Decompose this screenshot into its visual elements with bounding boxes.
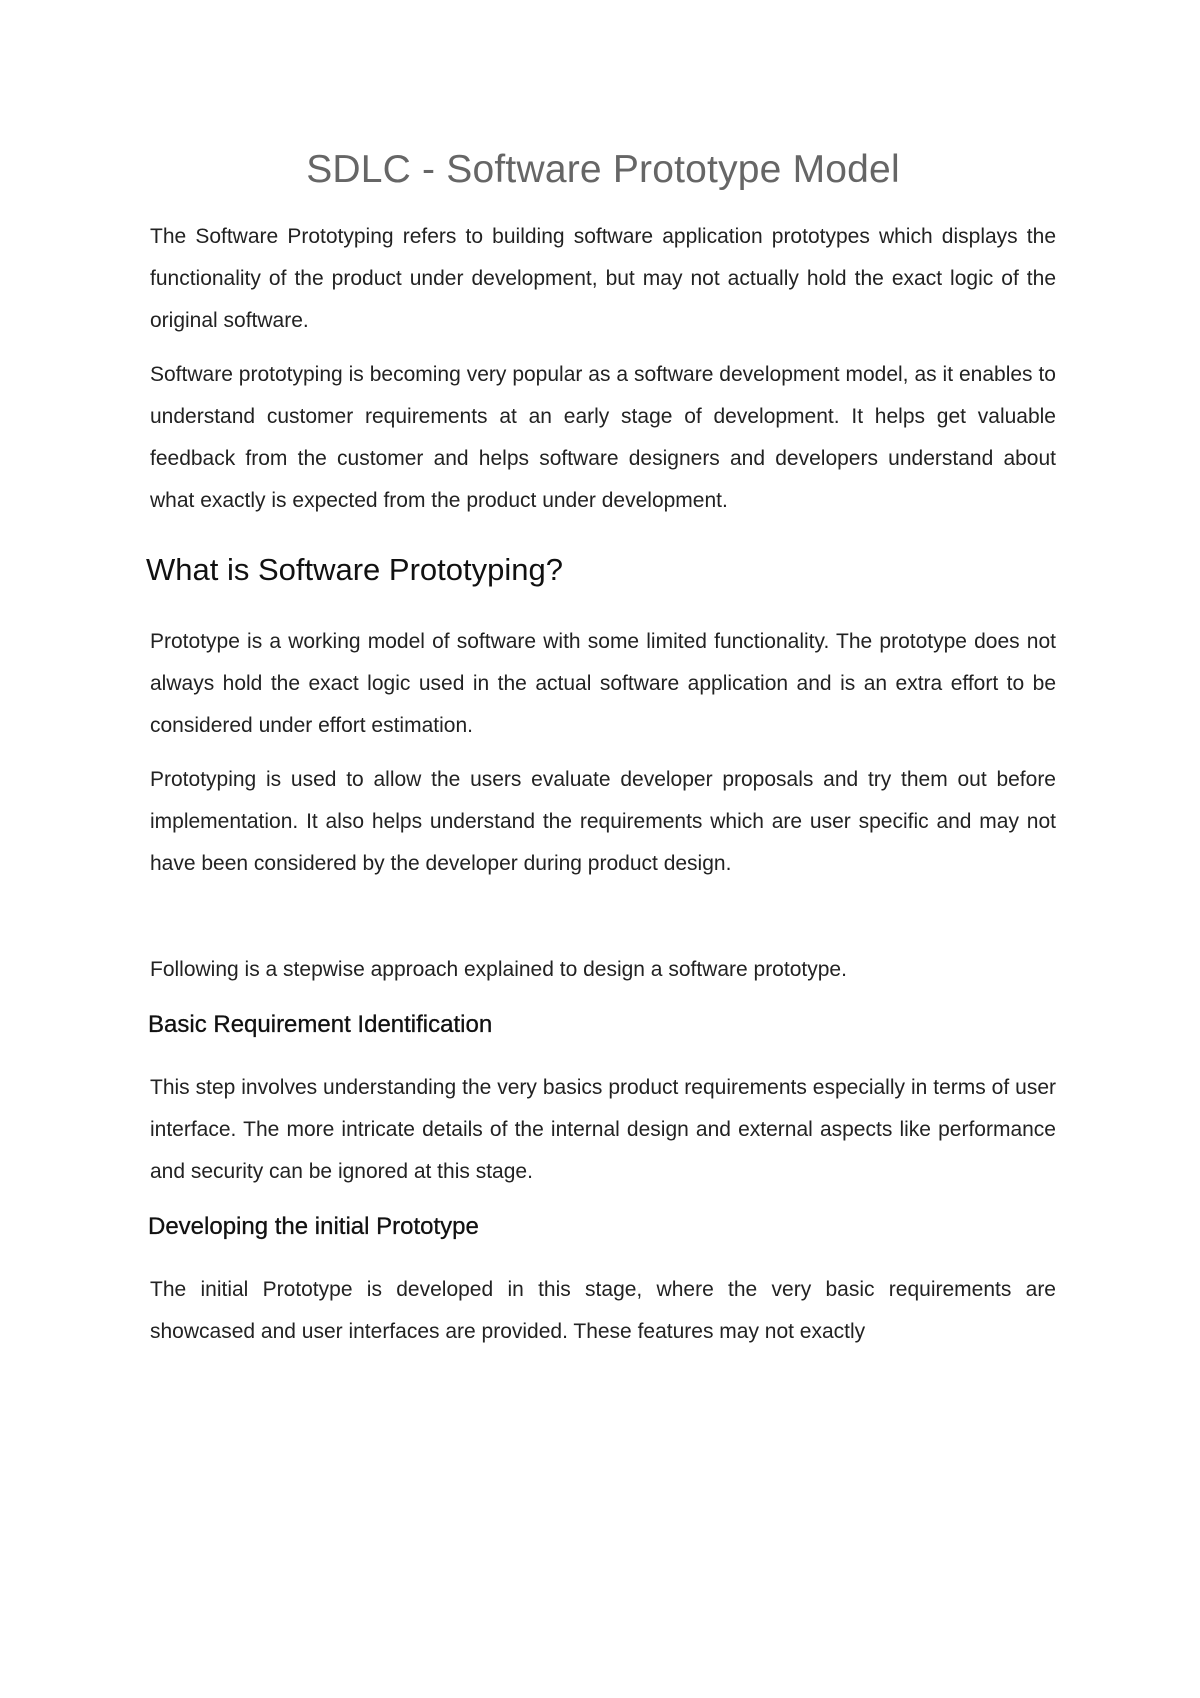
- what-paragraph-3: Following is a stepwise approach explained to design a software prototype.: [150, 958, 847, 981]
- intro-paragraph-1: The Software Prototyping refers to building software application prototypes which displays the functionality of the product under development, but may not actually hold the exact logic of the original software.: [150, 225, 1056, 332]
- step-heading-basic-requirement: Basic Requirement Identification: [148, 1011, 493, 1038]
- what-paragraph-2: Prototyping is used to allow the users evaluate developer proposals and try them out before implementation. It also helps understand the requirements which are user specific and may not have been considered by the developer during product design.: [150, 768, 1056, 875]
- what-paragraph-1: Prototype is a working model of software with some limited functionality. The prototype does not always hold the exact logic used in the actual software application and is an extra effort to be considered under effort estimation.: [150, 630, 1056, 737]
- step-heading-initial-prototype: Developing the initial Prototype: [148, 1213, 479, 1240]
- step2-paragraph: The initial Prototype is developed in this stage, where the very basic requirements are showcased and user interfaces are provided. These features may not exactly: [150, 1278, 1056, 1343]
- step1-paragraph: This step involves understanding the very basics product requirements especially in terms of user interface. The more intricate details of the internal design and external aspects like performance and security can be ignored at this stage.: [150, 1076, 1056, 1183]
- document-page: [146, 140, 1056, 1365]
- page-title: SDLC - Software Prototype Model: [306, 148, 900, 191]
- section-heading-what-is-prototyping: What is Software Prototyping?: [146, 552, 563, 587]
- spacer: [150, 897, 1056, 949]
- intro-paragraph-2: Software prototyping is becoming very popular as a software development model, as it enables to understand customer requirements at an early stage of development. It helps get valuable feedback from the customer and helps software designers and developers understand about what exactly is expected from the product under development.: [150, 363, 1056, 512]
